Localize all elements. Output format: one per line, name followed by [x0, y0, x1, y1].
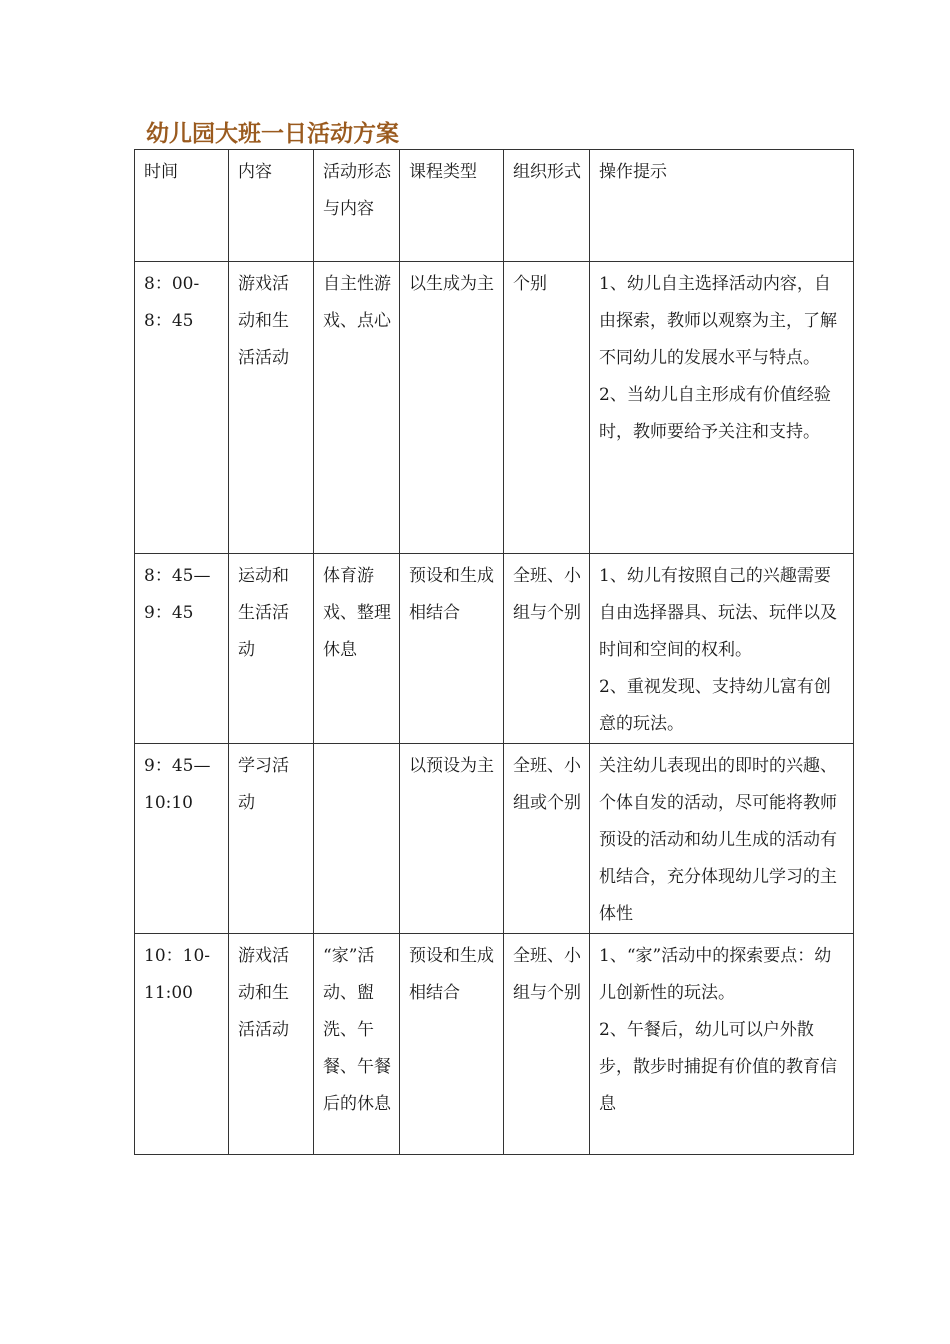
header-course-type: 课程类型 — [400, 150, 504, 262]
cell-tips — [590, 262, 854, 554]
cell-content: 游戏活动和生活活动 — [229, 934, 314, 1155]
activity-schedule-table — [134, 149, 854, 1155]
table-row — [135, 262, 854, 554]
cell-organization: 全班、小组与个别 — [504, 934, 590, 1155]
cell-content: 运动和生活活动 — [229, 554, 314, 744]
cell-time: 9：45—10:10 — [135, 744, 229, 934]
cell-course-type: 预设和生成相结合 — [400, 554, 504, 744]
tip-line: 2、午餐后，幼儿可以户外散步，散步时捕捉有价值的教育信息 — [599, 1020, 837, 1114]
table-header-row — [135, 150, 854, 262]
cell-time: 10：10-11:00 — [135, 934, 229, 1155]
cell-content: 游戏活动和生活活动 — [229, 262, 314, 554]
tip-line: 1、“家”活动中的探索要点：幼儿创新性的玩法。 — [599, 946, 832, 1003]
tip-line: 关注幼儿表现出的即时的兴趣、个体自发的活动，尽可能将教师预设的活动和幼儿生成的活动有机结合，充分体现幼儿学习的主体性 — [599, 756, 837, 924]
header-activity-form: 活动形态与内容 — [314, 150, 400, 262]
header-time: 时间 — [135, 150, 229, 262]
header-organization: 组织形式 — [504, 150, 590, 262]
cell-course-type: 以生成为主 — [400, 262, 504, 554]
tip-line: 2、重视发现、支持幼儿富有创意的玩法。 — [599, 677, 831, 734]
cell-course-type: 预设和生成相结合 — [400, 934, 504, 1155]
tip-line: 1、幼儿有按照自己的兴趣需要自由选择器具、玩法、玩伴以及时间和空间的权利。 — [599, 566, 837, 660]
cell-organization: 全班、小组或个别 — [504, 744, 590, 934]
cell-activity-form: 体育游戏、整理休息 — [314, 554, 400, 744]
cell-tips — [590, 744, 854, 934]
tip-line: 2、当幼儿自主形成有价值经验时，教师要给予关注和支持。 — [599, 385, 831, 442]
header-content: 内容 — [229, 150, 314, 262]
table-row — [135, 554, 854, 744]
header-tips: 操作提示 — [590, 150, 854, 262]
table-row — [135, 934, 854, 1155]
cell-organization: 个别 — [504, 262, 590, 554]
cell-time: 8：45—9：45 — [135, 554, 229, 744]
page-title: 幼儿园大班一日活动方案 — [146, 121, 399, 147]
cell-content: 学习活动 — [229, 744, 314, 934]
table-row — [135, 744, 854, 934]
cell-tips — [590, 554, 854, 744]
cell-time: 8：00-8：45 — [135, 262, 229, 554]
tip-line: 1、幼儿自主选择活动内容，自由探索，教师以观察为主，了解不同幼儿的发展水平与特点。 — [599, 274, 837, 368]
cell-tips — [590, 934, 854, 1155]
cell-course-type: 以预设为主 — [400, 744, 504, 934]
cell-activity-form — [314, 744, 400, 934]
cell-activity-form: “家”活动、盥洗、午餐、午餐后的休息 — [314, 934, 400, 1155]
cell-activity-form: 自主性游戏、点心 — [314, 262, 400, 554]
cell-organization: 全班、小组与个别 — [504, 554, 590, 744]
